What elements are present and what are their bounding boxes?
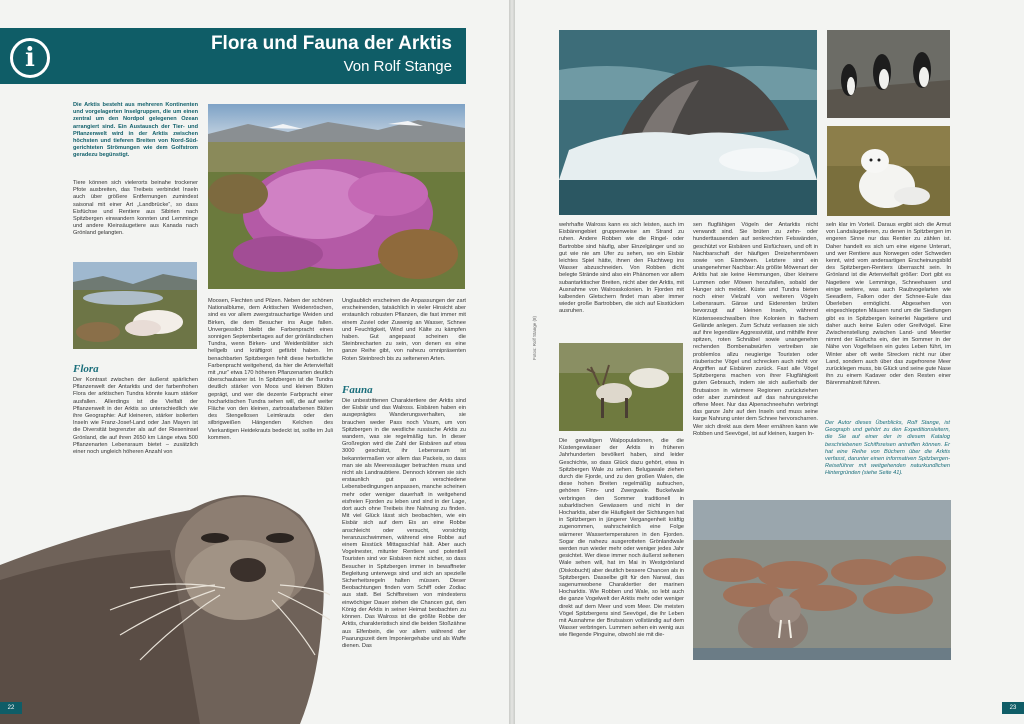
body-fauna: Die unbestrittenen Charaktertiere der Arktis sind der Eisbär und das Walross. Eisbären haben ein ausgeprägtes Wanderungsverhalten, sie brauchen weder Pass noch Visum, um von Spitzbergen in die westliche russische Arktis zu wandern, was sie regelmäßig tun. In dieser Großregion wird die Zahl der Eisbären auf etwa 3000 geschätzt, ihr Lebensraum ist bekanntermaßen vor allem das Packeis, so dass man sie als Meeressäuger betrachten muss und nicht als Landraubtiere. Dennoch können sie sich erstaunlich gut an verschiedene Lebensbedingungen anpassen, manche scheinen mehr oder weniger dauerhaft in weitgehend eisfreien Fjorden zu leben und sind in der Lage, dort auch ohne Treibeis ihre Nahrung zu finden. Mit viel Glück lässt sich beobachten, wie ein Eisbär sich auf dem Eis an eine Robbe anschleicht oder versucht, vorsichtig heranzuschwimmen, während eine Robbe auf einem Eisstück Mittagsschlaf hält. Aber auch Vogelnester, mitunter Rentiere und potentiell Touristen sind vor Eisbären nicht sicher, so dass Besucher in Spitzbergen immer in bewaffneter Begleitung unterwegs sind und sich an spezielle Sicherheitsregeln halten müssen. Dieser Beobachtungen finden vom Schiff oder Zodiac aus statt. Bei Schiffsreisen von mindestens einwöchiger Dauer stehen die Chancen gut, den König der Arktis in seiner Heimat beobachten zu können. Das Walross ist die größte Robbe der Arktis, charakteristisch sind die beiden Stoßzähne aus Elfenbein, die vor allem während der Paarungszeit dem Imponiergehabe und als Waffe dienen. Das: [342, 398, 466, 649]
body-col2: Moosen, Flechten und Pilzen. Neben der schönen Nationalblume, dem Arktischen Weidenröschen, sind es vor allem zwergstrauchartige Weiden und Birken, die dem Besucher ins Auge fallen. Unvergesslich bleibt die Farbenpracht eines sonnigen Septembertages auf der grönländischen Tundra, wenn Birken- und Weidenblätter sich hellgelb und kräftigrot gefärbt haben. Im benachbarten Spitzbergen fehlt diese herbstliche Farbenpracht weitgehend, da hier die Artenvielfalt mit „nur“ etwa 170 höheren Pflanzenarten deutlich überschaubarer ist. In Spitzbergen ist die Tundra deutlich stärker von Moos und kleinen Blüten geprägt, und wer die dezente Farbpracht einer hocharktischen Tundra sehen will, die auf weiter Fläche von den kleinen, zartrosafarbenen Blüten des Stengellosen Leimkrauts oder den silbrigweißen Hängenden Kelchen des Vierkantigen Heidekrauts bedeckt ist, sollte im Juli kommen.: [208, 298, 333, 441]
intro-paragraph: Die Arktis besteht aus mehreren Kontinenten und vorgelagerten Inselgruppen, die um einen zentral um den Nordpol gelegenen Ozean arrangiert sind. Ein Austausch der Tier- und Pflanzenwelt wird in der Arktis zwischen höchsten und tieferen Breiten von Nord-Süd-gerichteten Strömungen wie dem Golfstrom geradezu begünstigt.: [73, 102, 198, 159]
heading-fauna: Fauna: [342, 384, 373, 396]
author-note: Der Autor dieses Überblicks, Rolf Stange, ist Geograph und gehört zu den Expeditionsleitern, die Sie auf einer der in diesem Katalog beschriebenen Schiffsreisen antreffen können. Er hat eine Reihe von Büchern über die Arktis verfasst, darunter einen informativen Spitzbergen-Reiseführer mit weitgehenden naturkundlichen Hintergründen (siehe Seite 41).: [825, 420, 950, 477]
body-col4b: Die gewaltigen Walpopulationen, die die Küstengewässer der Arktis in früheren Jahrhunderten bevölkert haben, sind leider Geschichte, so dass Glück dazu gehört, etwa in Spitzbergen Wale zu sehen. Belugawale ziehen durch die Fjorde, und zu den großen Walen, die diese hohen Breiten regelmäßig aufsuchen, gehören Finn- und Zwergwale. Buckelwale verbringen den Sommer traditionell in subarktischen Gewässern und nicht in der Hocharktis, aber die Häufigkeit der Sichtungen hat in Spitzbergen in jüngerer Vergangenheit kräftig zugenommen, wahrscheinlich eine Folge wärmerer Wassertemperaturen in den Fjorden. Sogar die nahezu ausgerotteten Grönlandwale werden nun wieder mehr oder weniger jedes Jahr gesichtet. Wer diese immer noch äußerst seltenen Wale sehen will, hat im Mai in Westgrönland (Diskobucht) aber deutlich bessere Chancen als in Spitzbergen. Dasselbe gilt für den Narwal, das sagenumwobene Charaktertier der marinen Hocharktis. Wie Robben und Wale, so lebt auch die ganze Vogelwelt der Arktis mehr oder weniger direkt auf dem Meer und vom Meer. Die meisten Vögel Spitzbergens sind Seevögel, die ihr Leben mit Ausnahme der Brutsaison vollständig auf dem Wasser verbringen. Lummen sehen ein wenig aus wie fliegende Pinguine, obwohl sie mit die-: [559, 438, 684, 639]
page-number-right: 23: [1002, 702, 1024, 714]
body-flora: Der Kontrast zwischen der äußerst spärlichen Pflanzenwelt der Antarktis und der farbenfrohen Flora der arktischen Tundra könnte kaum stärker ausfallen. Allerdings ist die Vielfalt der Pflanzenwelt in der Arktis so unterschiedlich wie ihre Geographie: Auf kleineren, stärker isolierten Inseln wie Franz-Josef-Land oder Jan Mayen ist die Diversität begrenzter als auf der Rieseninsel Grönland, die auf ihren 2650 km Länge etwa 500 Pflanzenarten Lebensraum bietet – zusätzlich einer noch ungleich höheren Anzahl von: [73, 377, 198, 456]
body-col3: Unglaublich erscheinen die Anpassungen der zart erscheinenden, tatsächlich in vieler Hinsicht aber erstaunlich robusten Pflanzen, die fast immer mit einem Zuviel oder Zuwenig an Wasser, Schnee und Feuchtigkeit, Wind und Kälte zu kämpfen haben. Gut angepasst scheinen die Steinbrecharten zu sein, von denen es eine ganze Reihe gibt, von nahezu omnipräsenten Roten Steinbrech bis zu selteneren Arten.: [342, 298, 466, 362]
photo-reindeer: [559, 343, 683, 431]
photo-arctic-fox: [827, 126, 950, 216]
body-col4: wehrhafte Walross kann es sich leisten, auch im Eisbärengebiet gruppenweise am Strand zu ruhen. Andere Robben wie die Ringel- oder Bartrobbe sind häufig, aber Einzelgänger und so gut wie nie am Ufer zu sehen, wo ein Eisbär leichtes Spiel hätte, ihnen den Fluchtweg ins Wasser abzuschneiden. Von Robben dicht belegte Strände sind also ein Phänomen vor allem subantarktischer Breiten, nicht aber der Arktis, mit Ausnahme von Walrosskolonien. In Fjorden mit kalbenden Gletschern findet man aber immer wieder große Bartrobben, die sich auf Eisstücken ausruhen.: [559, 222, 684, 315]
photo-walrus: [693, 500, 951, 660]
heading-flora: Flora: [73, 363, 99, 375]
article-author: Von Rolf Stange: [343, 58, 452, 75]
photo-bearded-seal: [0, 470, 330, 724]
photo-tundra-flowers: [208, 104, 465, 289]
body-col1: Tiere können sich vielerorts beinahe trockener Pfote ausbreiten, das Treibeis verbindet Inseln auch über größere Entfernungen zumindest saisonal mit einer Art „Landbrücke“, so dass Eisfüchse und Rentiere aus Sibirien nach Spitzbergen einwandern konnten und Lemminge und andere Kleinsäugetiere aus Kanada nach Grönland gelangten.: [73, 180, 198, 237]
photo-guillemots: [827, 30, 950, 118]
body-col6: seln klar im Vorteil. Daraus ergibt sich die Armut von Landsäugetieren, zu denen in Spitzbergen im engeren Sinne nur das Rentier zu zählen ist. Daher handelt es sich um eine eigene Unterart, und wer Rentiere aus Norwegen oder Schweden kennt, wird vom andersartigen Erscheinungsbild des Spitzbergen-Rentiers überrascht sein. In Grönland ist die Artenvielfalt größer: Dort gibt es Nagetiere wie Lemminge, Schneehasen und einige weitere, was auch Raubvogelarten wie Seeadlern, Falken oder der Schnee-Eule das Überleben ermöglicht. Abgesehen von eingeschleppten Mäusen rund um die Siedlungen gibt es in Spitzbergen keinerlei Nagetiere und daher auch keine Eulen oder Greifvögel. Eine Zwischenstellung zwischen Land- und Meertier nimmt der Eisfuchs ein, der im Sommer in der Nähe von Vogelfelsen ein gutes Leben führt, im Winter aber oft weite Strecken nicht nur über Land, sondern auch über das zugefrorene Meer zurücklegen muss, bis Glück und seine gute Nase ihn zu einem Kadaver oder den Resten einer Bärenmahlzeit führen.: [826, 222, 951, 387]
page-number-left: 22: [0, 702, 22, 714]
article-title: Flora und Fauna der Arktis: [210, 33, 452, 54]
page-gutter: [509, 0, 515, 724]
photo-credit: Fotos: Rolf Stange (8): [532, 315, 537, 360]
photo-pond-flowers: [73, 262, 197, 349]
photo-whale: [559, 30, 817, 215]
body-col5: sen flugfähigen Vögeln der Antarktis nicht verwandt sind. Sie brüten zu zehn- oder hunderttausenden auf senkrechten Felswänden, geschützt vor Eisbären und Eisfüchsen, und oft in Nachbarschaft der häufigen Dreizehenmöwen sowie von Eismöwen. Letztere sind ein unangenehmer Nachbar: Als größte Möwenart der Arktis hat sie keine Hemmungen, über kleinere Lummen oder Möwen herzufallen, sobald der Hunger sich meldet. Küste und Tundra bieten noch einer Vielzahl von weiteren Vögeln Lebensraum. Gänse und Eiderenten brüten bevorzugt auf kleinen Inseln, während Küstenseeschwalben ihre Kolonien in flachem Gelände anlegen. Zum Schutz verlassen sie sich auf ihre legendäre Aggressivität, und mithilfe ihrer spitzen, roten Schnäbel sowie unangenehm rechenden Bombenabwürfen vertreiben sie problemlos allzu neugierige Touristen oder räuberische Vögel und schrecken auch nicht vor Angriffen auf Eisbären zurück. Fast alle Vögel Spitzbergens machen von ihrer Flugfähigkeit guten Gebrauch, indem sie sich außerhalb der Brutsaison in wärmere Regionen zurückziehen oder aber zumindest auf das nahrungsreiche offene Meer. Nur das Alpenschneehuhn verbringt das ganze Jahr auf den Inseln und muss seine karge Nahrung unter dem Schnee hervorscharren. Wer sich direkt aus dem Meer ernähren kann wie Robben und Seevögel, ist auf kleinen, kargen In-: [693, 222, 818, 437]
info-icon: i: [10, 38, 50, 78]
